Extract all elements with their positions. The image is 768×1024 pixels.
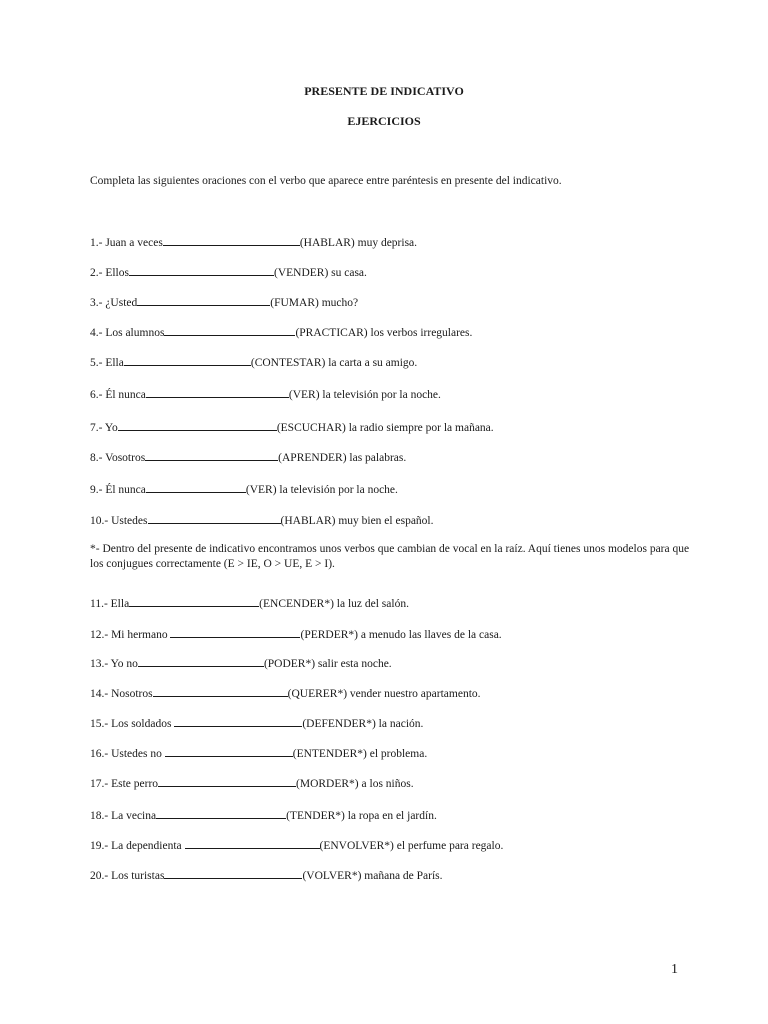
exercise-prefix: 13.- Yo no: [90, 658, 138, 670]
exercise-prefix: 16.- Ustedes no: [90, 748, 165, 760]
answer-blank[interactable]: [185, 837, 320, 849]
exercise-suffix: (VER) la televisión por la noche.: [245, 484, 398, 496]
exercise-suffix: (MORDER*) a los niños.: [296, 778, 414, 790]
exercise-suffix: (HABLAR) muy deprisa.: [299, 237, 418, 249]
exercise-suffix: (CONTESTAR) la carta a su amigo.: [250, 357, 418, 369]
exercise-suffix: (ESCUCHAR) la radio siempre por la mañana.: [276, 422, 494, 434]
exercise-suffix: (PRACTICAR) los verbos irregulares.: [295, 327, 473, 339]
exercise-prefix: 6.- Él nunca: [90, 389, 146, 401]
answer-blank[interactable]: [118, 419, 277, 431]
exercise-line: [90, 324, 472, 339]
exercise-suffix: (FUMAR) mucho?: [270, 297, 359, 309]
exercise-prefix: 5.- Ella: [90, 357, 124, 369]
answer-blank[interactable]: [153, 685, 288, 697]
answer-blank[interactable]: [164, 867, 302, 879]
exercise-line: [90, 354, 417, 369]
answer-blank[interactable]: [170, 626, 300, 638]
answer-blank[interactable]: [129, 264, 274, 276]
exercise-line: [90, 807, 437, 822]
answer-blank[interactable]: [146, 386, 289, 398]
answer-blank[interactable]: [156, 807, 286, 819]
exercise-prefix: 15.- Los soldados: [90, 718, 175, 730]
answer-blank[interactable]: [124, 354, 251, 366]
answer-blank[interactable]: [145, 449, 278, 461]
answer-blank[interactable]: [129, 595, 259, 607]
exercise-suffix: (VER) la televisión por la noche.: [288, 389, 441, 401]
answer-blank[interactable]: [165, 745, 293, 757]
answer-blank[interactable]: [138, 655, 264, 667]
exercise-line: [90, 837, 503, 852]
exercise-line: [90, 745, 427, 760]
exercise-suffix: (VENDER) su casa.: [273, 267, 367, 279]
exercise-prefix: 11.- Ella: [90, 598, 130, 610]
exercise-prefix: 8.- Vosotros: [90, 452, 146, 464]
answer-blank[interactable]: [174, 715, 302, 727]
exercise-prefix: 20.- Los turistas: [90, 870, 165, 882]
exercise-prefix: 7.- Yo: [90, 422, 118, 434]
answer-blank[interactable]: [163, 234, 300, 246]
exercise-prefix: 14.- Nosotros: [90, 688, 153, 700]
exercise-suffix: (APRENDER) las palabras.: [278, 452, 407, 464]
exercise-line: [90, 449, 406, 464]
exercise-line: [90, 685, 481, 700]
irregular-verbs-note: *- Dentro del presente de indicativo encontramos unos verbos que cambian de vocal en la raíz. Aquí tienes unos modelos para que los conjugues correctamente (E > IE, O > UE, E > I).: [90, 543, 690, 570]
exercise-prefix: 2.- Ellos: [90, 267, 129, 279]
exercise-suffix: (PODER*) salir esta noche.: [263, 658, 392, 670]
exercise-prefix: 1.- Juan a veces: [90, 237, 163, 249]
answer-blank[interactable]: [137, 294, 270, 306]
page-subtitle: EJERCICIOS: [347, 114, 421, 128]
instructions: Completa las siguientes oraciones con el verbo que aparece entre paréntesis en presente del indicativo.: [90, 175, 562, 187]
exercise-suffix: (TENDER*) la ropa en el jardín.: [286, 810, 437, 822]
exercise-line: [90, 481, 398, 496]
exercise-prefix: 9.- Él nunca: [90, 484, 146, 496]
exercise-line: [90, 595, 409, 610]
exercise-suffix: (PERDER*) a menudo las llaves de la casa.: [300, 629, 502, 641]
exercise-suffix: (ENCENDER*) la luz del salón.: [259, 598, 409, 610]
exercise-prefix: 3.- ¿Usted: [90, 297, 138, 309]
exercise-prefix: 19.- La dependienta: [90, 840, 185, 852]
exercise-line: [90, 626, 502, 641]
exercise-suffix: (DEFENDER*) la nación.: [302, 718, 424, 730]
exercise-suffix: (ENVOLVER*) el perfume para regalo.: [319, 840, 504, 852]
exercise-line: [90, 655, 392, 670]
answer-blank[interactable]: [146, 481, 246, 493]
exercise-suffix: (ENTENDER*) el problema.: [292, 748, 428, 760]
exercise-prefix: 18.- La vecina: [90, 810, 157, 822]
exercise-line: [90, 867, 443, 882]
exercise-line: [90, 775, 414, 790]
exercise-line: [90, 294, 358, 309]
exercise-prefix: 4.- Los alumnos: [90, 327, 165, 339]
exercise-line: [90, 715, 423, 730]
exercise-suffix: (QUERER*) vender nuestro apartamento.: [287, 688, 481, 700]
exercise-suffix: (VOLVER*) mañana de París.: [302, 870, 443, 882]
exercise-suffix: (HABLAR) muy bien el español.: [280, 515, 434, 527]
page-title: PRESENTE DE INDICATIVO: [304, 84, 464, 98]
exercise-line: [90, 264, 367, 279]
exercise-line: [90, 419, 494, 434]
answer-blank[interactable]: [158, 775, 296, 787]
answer-blank[interactable]: [164, 324, 295, 336]
exercise-prefix: 12.- Mi hermano: [90, 629, 171, 641]
exercise-prefix: 17.- Este perro: [90, 778, 159, 790]
exercise-line: [90, 512, 434, 527]
page-number: 1: [671, 962, 678, 977]
exercise-line: [90, 234, 417, 249]
exercise-prefix: 10.- Ustedes: [90, 515, 148, 527]
answer-blank[interactable]: [148, 512, 281, 524]
exercise-line: [90, 386, 441, 401]
